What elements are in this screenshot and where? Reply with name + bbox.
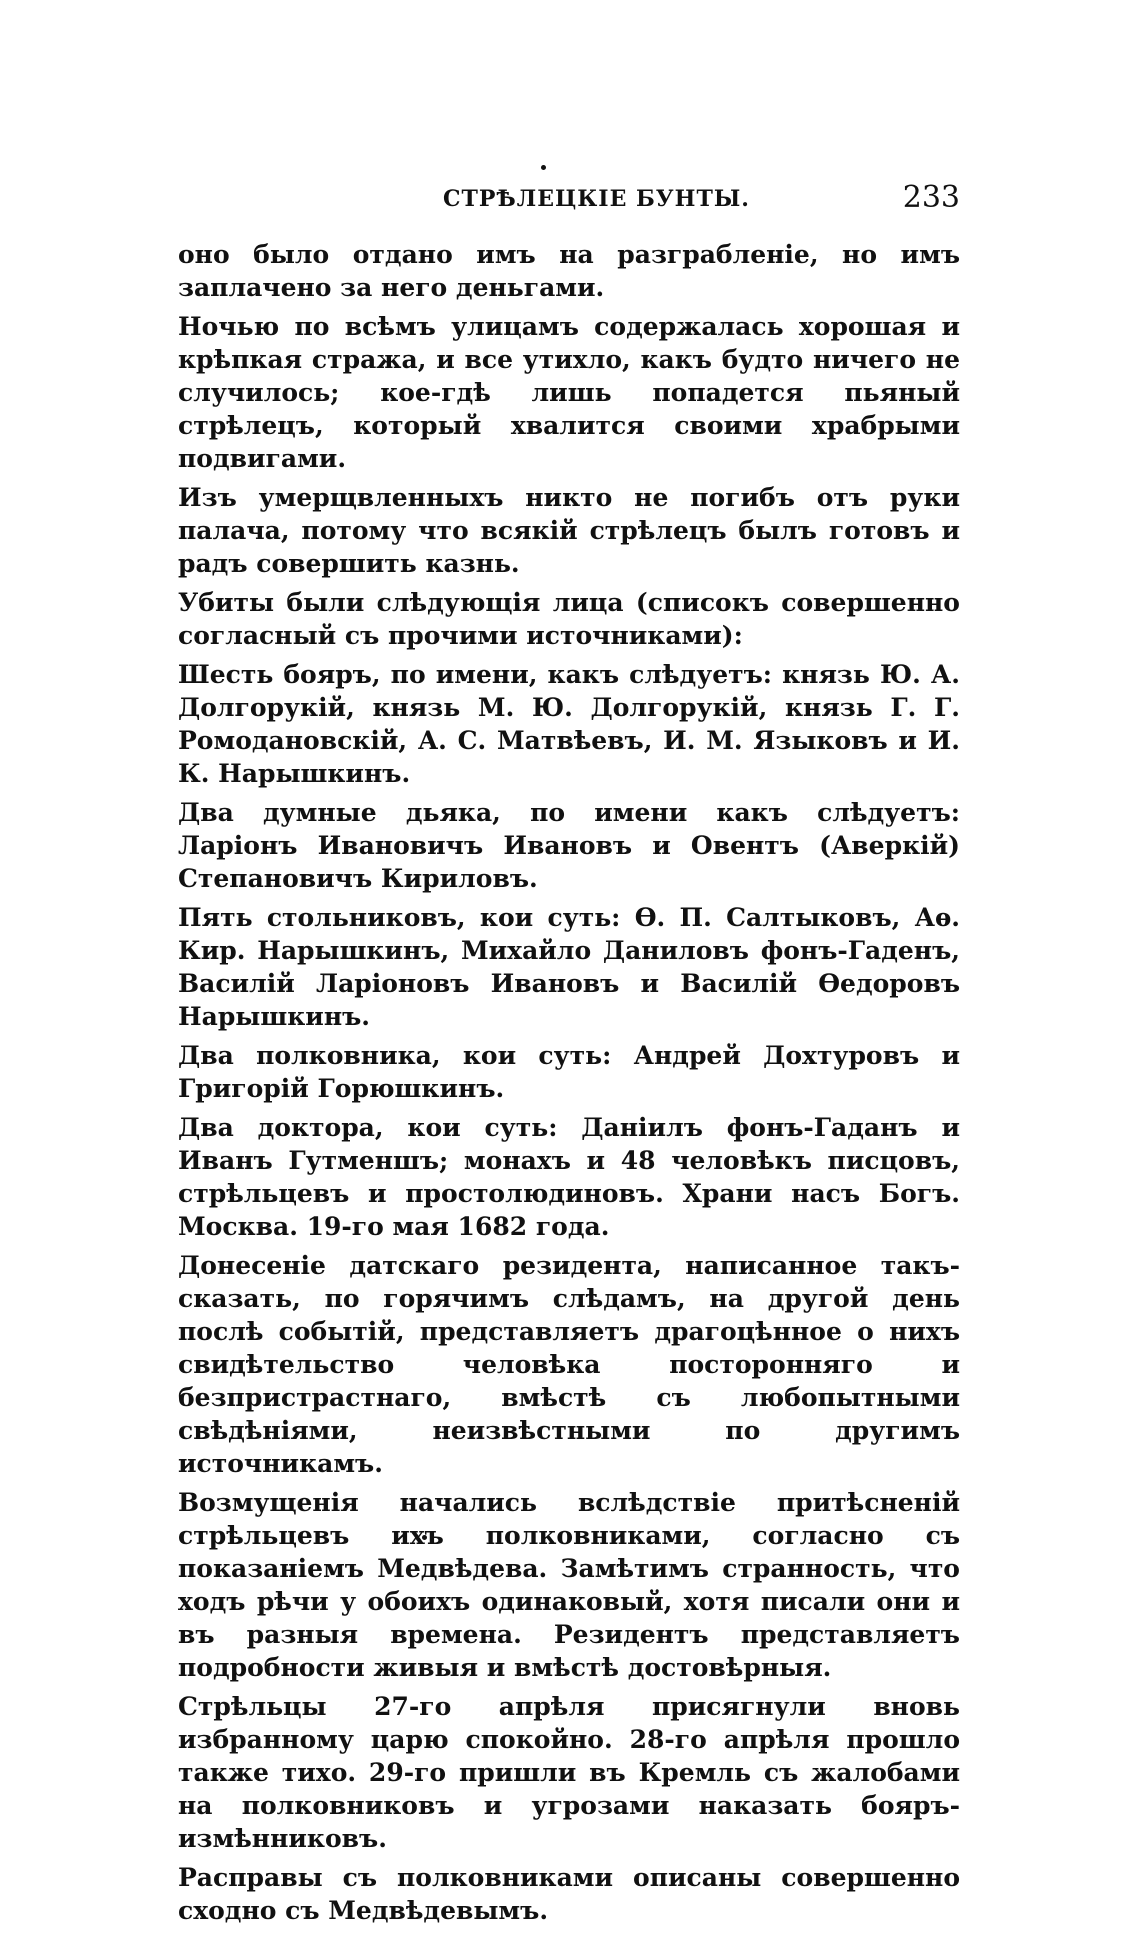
paragraph: Шесть бояръ, по имени, какъ слѣдуетъ: князь Ю. А. Долгорукій, князь М. Ю. Долгорукій, князь Г. Г. Ромодановскій, А. С. Матвѣевъ, И. М. Языковъ и И. К. Нарышкинъ. — [178, 660, 960, 788]
paragraph: Два полковника, кои суть: Андрей Дохтуровъ и Григорій Горюшкинъ. — [178, 1041, 960, 1103]
paragraph: Убиты были слѣдующія лица (списокъ совершенно согласный съ прочими источниками): — [178, 588, 960, 650]
paragraph: Два думные дьяка, по имени какъ слѣдуетъ: Ларіонъ Ивановичъ Ивановъ и Овентъ (Аверкій) Степановичъ Кириловъ. — [178, 798, 960, 893]
paragraph: Донесеніе датскаго резидента, написанное такъ-сказать, по горячимъ слѣдамъ, на другой день послѣ событій, представляетъ драгоцѣнное о нихъ свидѣтельство человѣка посторонняго и безпристрастнаго, вмѣстѣ съ любопытными свѣдѣніями, неизвѣстными по другимъ источникамъ. — [178, 1251, 960, 1478]
paragraph: Пять стольниковъ, кои суть: Ѳ. П. Салтыковъ, Аѳ. Кир. Нарышкинъ, Михайло Даниловъ фонъ-Гаденъ, Василій Ларіоновъ Ивановъ и Василій Ѳедоровъ Нарышкинъ. — [178, 903, 960, 1031]
paragraph: Ночью по всѣмъ улицамъ содержалась хорошая и крѣпкая стража, и все утихло, какъ будто ничего не случилось; кое-гдѣ лишь попадется пьяный стрѣлецъ, который хвалится своими храбрыми подвигами. — [178, 312, 960, 473]
paragraph: Два доктора, кои суть: Даніилъ фонъ-Гаданъ и Иванъ Гутменшъ; монахъ и 48 человѣкъ писцовъ, стрѣльцевъ и простолюдиновъ. Храни насъ Богъ. Москва. 19-го мая 1682 года. — [178, 1113, 960, 1241]
paragraph: оно было отдано имъ на разграбленіе, но имъ заплачено за него деньгами. — [178, 240, 960, 302]
body-text — [178, 238, 960, 1933]
page-number: 233 — [902, 180, 960, 215]
print-speck — [541, 165, 546, 170]
paragraph: Расправы съ полковниками описаны совершенно сходно съ Медвѣдевымъ. — [178, 1863, 960, 1925]
paragraph: Возмущенія начались вслѣдствіе притѣсненій стрѣльцевъ ихъ полковниками, согласно съ показаніемъ Медвѣдева. Замѣтимъ странность, что ходъ рѣчи у обоихъ одинаковый, хотя писали они и въ разныя времена. Резидентъ представляетъ подробности живыя и вмѣстѣ достовѣрныя. — [178, 1488, 960, 1682]
paragraph: Изъ умерщвленныхъ никто не погибъ отъ руки палача, потому что всякій стрѣлецъ былъ готовъ и радъ совершить казнь. — [178, 483, 960, 578]
running-head: СТРѢЛЕЦКІЕ БУНТЫ. — [443, 186, 750, 212]
paragraph: Стрѣльцы 27-го апрѣля присягнули вновь избранному царю спокойно. 28-го апрѣля прошло также тихо. 29-го пришли въ Кремль съ жалобами на полковниковъ и угрозами наказать бояръ-измѣнниковъ. — [178, 1692, 960, 1853]
page-header — [178, 180, 960, 220]
